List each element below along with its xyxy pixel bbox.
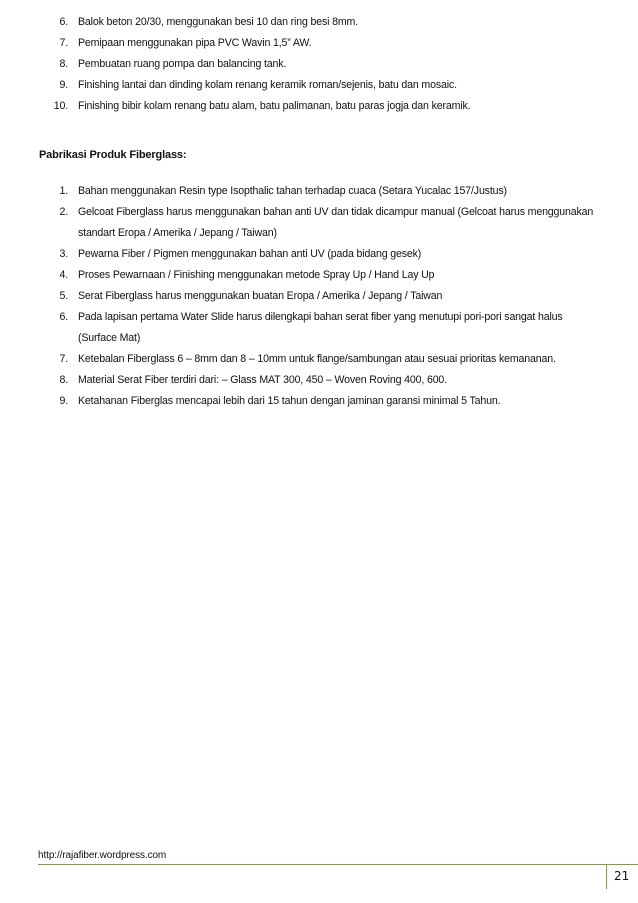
list-item-text: Material Serat Fiber terdiri dari: – Glass MAT 300, 450 – Woven Roving 400, 600. [78, 374, 447, 386]
list-item-text: Pemipaan menggunakan pipa PVC Wavin 1,5” AW. [78, 37, 312, 49]
footer-divider [38, 864, 606, 865]
list-item-text: Serat Fiberglass harus menggunakan buatan Eropa / Amerika / Jepang / Taiwan [78, 290, 443, 302]
list-item-number: 1. [59, 185, 68, 197]
list-item-text: Ketebalan Fiberglass 6 – 8mm dan 8 – 10mm untuk flange/sambungan atau sesuai prioritas kemananan. [78, 353, 556, 365]
list-item-number: 6. [59, 16, 68, 28]
list-item-number: 8. [59, 374, 68, 386]
list-item-number: 7. [59, 37, 68, 49]
list-item [38, 370, 602, 391]
list-item [38, 181, 602, 202]
footer-url[interactable]: http://rajafiber.wordpress.com [38, 850, 167, 861]
list-item-text: Pada lapisan pertama Water Slide harus dilengkapi bahan serat fiber yang menutupi pori-pori sangat halus (Surface Mat) [78, 311, 563, 344]
list-item [38, 12, 598, 33]
list-item [38, 286, 602, 307]
list-item [38, 244, 602, 265]
list-item [38, 75, 598, 96]
list-item-number: 9. [59, 395, 68, 407]
list-item [38, 349, 602, 370]
list-item [38, 54, 598, 75]
list-item-text: Gelcoat Fiberglass harus menggunakan bahan anti UV dan tidak dicampur manual (Gelcoat harus menggunakan standart Eropa / Amerika / Jepang / Taiwan) [78, 206, 594, 239]
list-item [38, 202, 602, 244]
spec-list-continued [38, 12, 598, 117]
list-item-text: Proses Pewarnaan / Finishing menggunakan metode Spray Up / Hand Lay Up [78, 269, 435, 281]
list-item-text: Finishing bibir kolam renang batu alam, batu palimanan, batu paras jogja dan keramik. [78, 100, 471, 112]
list-item-text: Finishing lantai dan dinding kolam renang keramik roman/sejenis, batu dan mosaic. [78, 79, 457, 91]
list-item-text: Bahan menggunakan Resin type Isopthalic tahan terhadap cuaca (Setara Yucalac 157/Justus) [78, 185, 507, 197]
list-item-text: Ketahanan Fiberglas mencapai lebih dari 15 tahun dengan jaminan garansi minimal 5 Tahun. [78, 395, 501, 407]
list-item [38, 391, 602, 412]
list-item-text: Pewarna Fiber / Pigmen menggunakan bahan anti UV (pada bidang gesek) [78, 248, 422, 260]
list-item-text: Balok beton 20/30, menggunakan besi 10 dan ring besi 8mm. [78, 16, 359, 28]
list-item-number: 9. [59, 79, 68, 91]
list-item-number: 2. [59, 206, 68, 218]
list-item [38, 96, 598, 117]
list-item-text: Pembuatan ruang pompa dan balancing tank. [78, 58, 287, 70]
list-item-number: 4. [59, 269, 68, 281]
list-item [38, 33, 598, 54]
list-item [38, 265, 602, 286]
list-item-number: 8. [59, 58, 68, 70]
list-item-number: 6. [59, 311, 68, 323]
list-item-number: 5. [59, 290, 68, 302]
list-item-number: 3. [59, 248, 68, 260]
page-number: 21 [614, 869, 630, 883]
fiberglass-spec-list [38, 181, 602, 412]
section-heading: Pabrikasi Produk Fiberglass: [39, 149, 187, 161]
list-item [38, 307, 602, 349]
list-item-number: 10. [53, 100, 68, 112]
list-item-number: 7. [59, 353, 68, 365]
